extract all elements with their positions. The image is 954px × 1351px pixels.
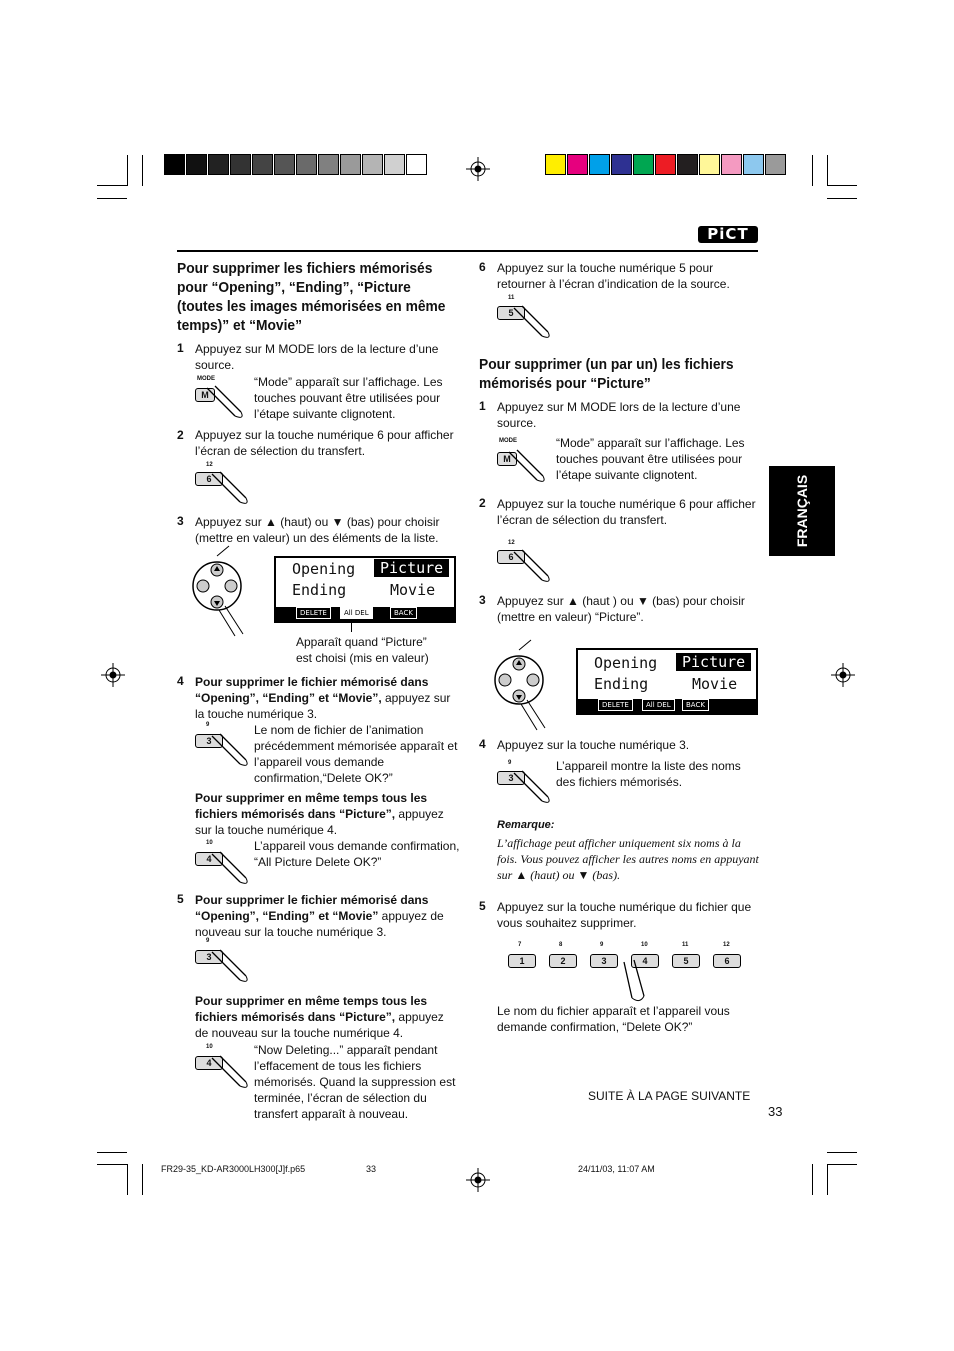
number-key-6-icon: 6 bbox=[497, 550, 525, 564]
step-text: Pour supprimer le fichier mémorisé dans “Opening”, “Ending” et “Movie” appuyez de nouveau sur la touche numérique 3. bbox=[195, 893, 444, 939]
mode-key-icon: M bbox=[497, 452, 517, 466]
gray-swatch bbox=[340, 154, 361, 175]
logo-text: PiCT bbox=[707, 225, 749, 243]
key-caption: 12 bbox=[206, 462, 213, 468]
lcd-delete-button: DELETE bbox=[296, 607, 331, 619]
key-caption: 10 bbox=[206, 840, 213, 846]
gray-swatch bbox=[208, 154, 229, 175]
color-swatch bbox=[721, 154, 742, 175]
step-text: Appuyez sur M MODE lors de la lecture d’une source. bbox=[195, 342, 439, 372]
footer-page: 33 bbox=[366, 1164, 377, 1174]
language-tab bbox=[769, 466, 835, 556]
gray-swatch bbox=[318, 154, 339, 175]
language-tab-label: FRANÇAIS bbox=[794, 474, 810, 548]
gray-swatch bbox=[296, 154, 317, 175]
key-caption: 10 bbox=[206, 1044, 213, 1050]
pressing-finger-icon bbox=[210, 948, 250, 988]
lcd-item-movie: Movie bbox=[692, 675, 738, 693]
right-heading: Pour supprimer (un par un) les fichiers mémorisés pour “Picture” bbox=[479, 356, 734, 392]
step-note: “Mode” apparaît sur l’affichage. Les touches pouvant être utilisées pour l’étape suivante clignotent. bbox=[556, 436, 745, 482]
key-caption: MODE bbox=[197, 376, 215, 382]
number-key-3-icon: 3 bbox=[195, 734, 223, 748]
pressing-finger-icon bbox=[205, 384, 245, 424]
color-swatch bbox=[611, 154, 632, 175]
gray-swatch bbox=[384, 154, 405, 175]
number-key-6-icon: 6 bbox=[195, 472, 223, 486]
registration-mark-top bbox=[466, 157, 490, 181]
lcd-all-del-button: All DEL bbox=[340, 607, 373, 619]
page-number: 33 bbox=[768, 1104, 783, 1119]
footer-filename: FR29-35_KD-AR3000LH300[J]f.p65 bbox=[161, 1164, 306, 1174]
step-number: 6 bbox=[479, 260, 486, 274]
color-swatch bbox=[677, 154, 698, 175]
color-swatch bbox=[699, 154, 720, 175]
number-key-4-icon: 4 bbox=[195, 1056, 223, 1070]
lcd-item-movie: Movie bbox=[390, 581, 436, 599]
lcd-back-button: BACK bbox=[390, 607, 417, 619]
registration-mark-left bbox=[101, 663, 125, 687]
color-swatch bbox=[655, 154, 676, 175]
key-caption: 12 bbox=[508, 540, 515, 546]
control-dial-icon bbox=[195, 556, 255, 636]
color-swatch bbox=[633, 154, 654, 175]
step-text: Appuyez sur la touche numérique 3. bbox=[497, 738, 690, 752]
step-note: L’appareil vous demande confirmation, “All Picture Delete OK?” bbox=[254, 839, 460, 869]
footer-date: 24/11/03, 11:07 AM bbox=[578, 1164, 655, 1174]
lcd-delete-button: DELETE bbox=[598, 699, 633, 711]
step-number: 3 bbox=[479, 593, 486, 607]
step-number: 4 bbox=[479, 737, 486, 751]
step-note: “Now Deleting...” apparaît pendant l’effacement de tous les fichiers mémorisés. Quand la suppression est terminée, l’écran de sélection du transfert apparaît à nouveau. bbox=[254, 1043, 456, 1121]
step-text: Appuyez sur M MODE lors de la lecture d’une source. bbox=[497, 400, 741, 430]
gray-swatch bbox=[230, 154, 251, 175]
header-rule bbox=[177, 250, 758, 252]
step-number: 4 bbox=[177, 674, 184, 688]
lcd-back-button: BACK bbox=[682, 699, 709, 711]
pressing-finger-icon bbox=[210, 732, 250, 772]
step-number: 2 bbox=[177, 428, 184, 442]
remark-title: Remarque: bbox=[497, 819, 555, 831]
number-key-5-icon: 5 bbox=[497, 306, 525, 320]
key-caption: 8 bbox=[559, 942, 563, 948]
pressing-finger-icon bbox=[507, 448, 547, 488]
step-subtext: Pour supprimer en même temps tous les fichiers mémorisés dans “Picture”, appuyez de nouveau sur la touche numérique 4. bbox=[195, 994, 444, 1040]
key-caption: 11 bbox=[508, 295, 515, 301]
pressing-finger-icon bbox=[210, 470, 250, 510]
step-text: Appuyez sur la touche numérique 5 pour retourner à l’écran d’indication de la source. bbox=[497, 261, 730, 291]
lcd-item-opening: Opening bbox=[292, 560, 356, 578]
lcd-display-screen bbox=[576, 648, 758, 715]
step-subtext: Pour supprimer en même temps tous les fichiers mémorisés dans “Picture”, appuyez sur la touche numérique 4. bbox=[195, 791, 444, 837]
number-key-1-icon: 1 bbox=[508, 954, 536, 968]
lcd-item-opening: Opening bbox=[594, 654, 658, 672]
step-note: L’appareil montre la liste des noms des fichiers mémorisés. bbox=[556, 759, 741, 789]
gray-swatch bbox=[252, 154, 273, 175]
continue-note: SUITE À LA PAGE SUIVANTE bbox=[588, 1089, 751, 1103]
number-key-5-icon: 5 bbox=[672, 954, 700, 968]
pressing-finger-icon bbox=[210, 1054, 250, 1094]
mode-key-icon: M bbox=[195, 388, 215, 402]
key-caption: 7 bbox=[518, 942, 522, 948]
step-note: Le nom du fichier apparaît et l’appareil vous demande confirmation, “Delete OK?” bbox=[497, 1004, 730, 1034]
key-caption: 9 bbox=[600, 942, 604, 948]
remark-text: L’affichage peut afficher uniquement six noms à la fois. Vous pouvez afficher les autres noms en appuyant sur ▲ (haut) ou ▼ (bas). bbox=[497, 836, 759, 882]
step-text: Appuyez sur la touche numérique 6 pour afficher l’écran de sélection du transfert. bbox=[497, 497, 756, 527]
number-key-3-icon: 3 bbox=[195, 950, 223, 964]
caption-pointer bbox=[351, 622, 352, 632]
key-caption: 9 bbox=[206, 938, 210, 944]
pressing-finger-icon bbox=[210, 850, 250, 890]
gray-swatch bbox=[406, 154, 427, 175]
step-number: 2 bbox=[479, 496, 486, 510]
lcd-caption: Apparaît quand “Picture” est choisi (mis en valeur) bbox=[296, 635, 429, 665]
key-caption: MODE bbox=[499, 438, 517, 444]
lcd-item-ending: Ending bbox=[594, 675, 649, 693]
step-text: Appuyez sur ▲ (haut) ou ▼ (bas) pour choisir (mettre en valeur) un des éléments de la liste. bbox=[195, 515, 440, 545]
pressing-finger-icon bbox=[512, 304, 552, 344]
number-key-4-icon: 4 bbox=[631, 954, 659, 968]
registration-mark-right bbox=[831, 663, 855, 687]
color-swatch bbox=[765, 154, 786, 175]
key-caption: 9 bbox=[508, 760, 512, 766]
key-caption: 11 bbox=[682, 942, 689, 948]
pressing-finger-icon bbox=[512, 769, 552, 809]
gray-swatch bbox=[274, 154, 295, 175]
lcd-item-ending: Ending bbox=[292, 581, 347, 599]
step-note: Le nom de fichier de l’animation précédemment mémorisée apparaît et l’appareil vous demande confirmation,“Delete OK?” bbox=[254, 723, 458, 785]
lcd-item-picture-selected: Picture bbox=[676, 653, 751, 671]
step-number: 1 bbox=[177, 341, 184, 355]
step-text: Appuyez sur la touche numérique du fichier que vous souhaitez supprimer. bbox=[497, 900, 752, 930]
number-key-6-icon: 6 bbox=[713, 954, 741, 968]
gray-swatch bbox=[362, 154, 383, 175]
step-note: “Mode” apparaît sur l’affichage. Les touches pouvant être utilisées pour l’étape suivante clignotent. bbox=[254, 375, 443, 421]
color-swatch bbox=[567, 154, 588, 175]
gray-swatch bbox=[186, 154, 207, 175]
number-key-2-icon: 2 bbox=[549, 954, 577, 968]
step-text: Pour supprimer le fichier mémorisé dans “Opening”, “Ending” et “Movie”, appuyez sur la touche numérique 3. bbox=[195, 675, 451, 721]
step-number: 3 bbox=[177, 514, 184, 528]
lcd-item-picture-selected: Picture bbox=[374, 559, 449, 577]
pressing-finger-icon bbox=[512, 548, 552, 588]
key-caption: 10 bbox=[641, 942, 648, 948]
lcd-button-bar bbox=[276, 607, 454, 621]
step-number: 5 bbox=[177, 892, 184, 906]
number-key-3-icon: 3 bbox=[497, 771, 525, 785]
pict-logo bbox=[698, 226, 758, 243]
step-number: 1 bbox=[479, 399, 486, 413]
lcd-display-screen bbox=[274, 556, 456, 623]
number-key-4-icon: 4 bbox=[195, 852, 223, 866]
control-dial-icon bbox=[497, 650, 557, 730]
lcd-button-bar bbox=[578, 699, 756, 713]
left-heading: Pour supprimer les fichiers mémorisés pour “Opening”, “Ending”, “Picture (toutes les images mémorisées en même temps)” et “Movie” bbox=[177, 260, 446, 334]
registration-mark-bottom bbox=[466, 1168, 490, 1192]
color-swatch bbox=[545, 154, 566, 175]
step-number: 5 bbox=[479, 899, 486, 913]
step-text: Appuyez sur la touche numérique 6 pour afficher l’écran de sélection du transfert. bbox=[195, 428, 454, 458]
gray-swatch bbox=[164, 154, 185, 175]
key-caption: 9 bbox=[206, 722, 210, 728]
key-caption: 12 bbox=[723, 942, 730, 948]
step-text: Appuyez sur ▲ (haut ) ou ▼ (bas) pour choisir (mettre en valeur) “Picture”. bbox=[497, 594, 745, 624]
number-key-3-icon: 3 bbox=[590, 954, 618, 968]
color-swatch bbox=[589, 154, 610, 175]
color-swatch bbox=[743, 154, 764, 175]
pressing-finger-icon bbox=[622, 962, 662, 1002]
lcd-all-del-button: All DEL bbox=[642, 699, 675, 711]
